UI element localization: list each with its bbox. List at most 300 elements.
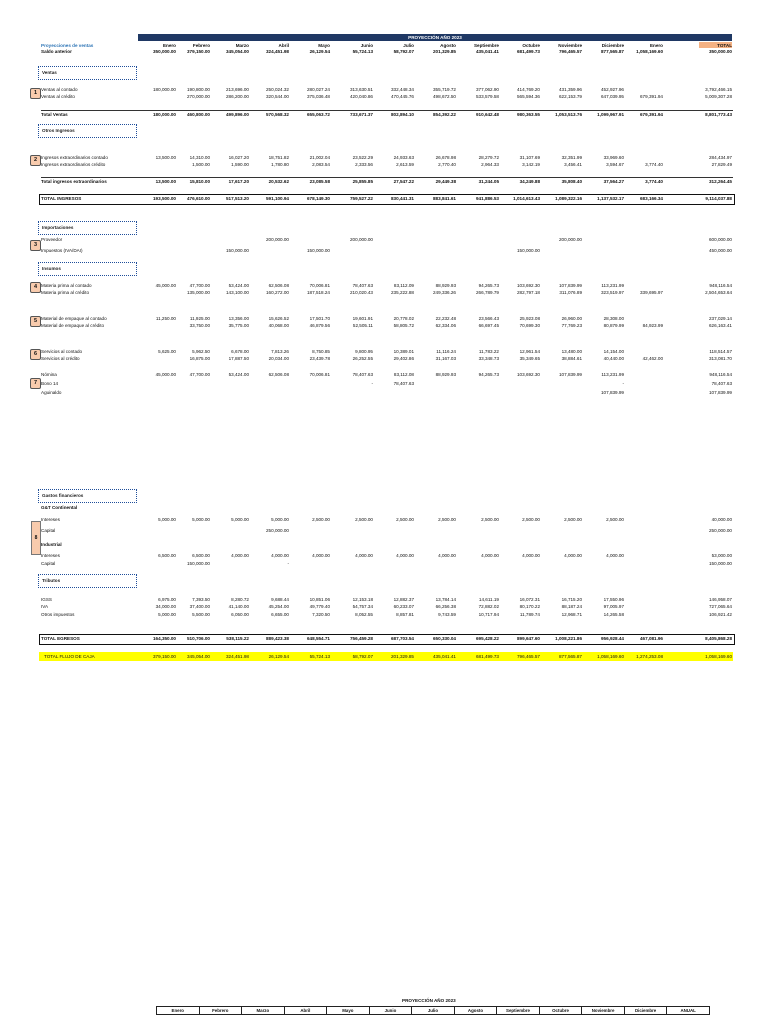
row-15-cell-0: 45,000.00: [155, 372, 176, 377]
bottom-col-1: Febrero: [200, 1007, 243, 1014]
month-header-10: Noviembre: [558, 43, 582, 48]
row-28-cell-3: 26,129.54: [268, 654, 289, 659]
row-1-cell-12: 679,391.94: [640, 94, 663, 99]
month-header-7: Agosto: [440, 43, 456, 48]
row-26-cell-0: 5,000.00: [158, 612, 176, 617]
row-14-cell-5: 26,252.55: [352, 356, 373, 361]
section-ventas: [38, 66, 137, 80]
row-14-cell-7: 31,167.03: [435, 356, 456, 361]
row-24-cell-10: 16,715.20: [561, 597, 582, 602]
row-12-cell-4: 46,879.56: [309, 323, 330, 328]
section-insumos-label: Insumos: [42, 266, 61, 271]
saldo-cell-13: 350,000.00: [709, 49, 732, 54]
month-header-3: Abril: [278, 43, 289, 48]
row-26-cell-4: 7,320.50: [312, 612, 330, 617]
month-header-13: TOTAL: [717, 43, 732, 48]
section-otros-ingresos-label: Otros Ingresos: [42, 128, 75, 133]
row-28-cell-6: 201,329.85: [391, 654, 414, 659]
row-6-cell-6: 830,441.31: [391, 196, 414, 201]
badge-5: 5: [30, 316, 41, 327]
row-4-cell-3: 1,780.80: [271, 162, 289, 167]
row-label-15: Nómina: [41, 372, 57, 377]
bottom-summary-table: [156, 1006, 710, 1015]
row-27-cell-13: 8,405,868.28: [705, 636, 732, 641]
month-header-1: Febrero: [192, 43, 210, 48]
row-10-cell-2: 143,100.00: [226, 290, 249, 295]
row-label-0: Ventas al contado: [41, 87, 78, 92]
row-25-cell-9: 80,170.22: [519, 604, 540, 609]
row-10-cell-4: 187,518.24: [307, 290, 330, 295]
row-11-cell-10: 26,960.00: [561, 316, 582, 321]
row-13-cell-7: 11,116.24: [436, 349, 456, 354]
row-25-cell-7: 66,256.38: [435, 604, 456, 609]
row-22-cell-10: 4,000.00: [564, 553, 582, 558]
row-28-cell-1: 345,054.00: [187, 654, 210, 659]
row-27-cell-1: 510,706.00: [187, 636, 210, 641]
bottom-col-5: Junio: [370, 1007, 413, 1014]
row-label-4: Ingresos extraordinarios crédito: [41, 162, 106, 167]
row-1-cell-1: 270,000.00: [187, 94, 210, 99]
row-27-cell-3: 889,423.38: [266, 636, 289, 641]
saldo-cell-1: 379,150.00: [187, 49, 210, 54]
row-19-cell-4: 2,500.00: [312, 517, 330, 522]
row-0-cell-3: 250,024.32: [266, 87, 289, 92]
row-13-cell-4: 8,750.85: [312, 349, 330, 354]
row-4-cell-6: 2,613.59: [396, 162, 414, 167]
row-12-cell-11: 80,879.99: [603, 323, 624, 328]
row-22-cell-5: 4,000.00: [355, 553, 373, 558]
row-3-cell-3: 18,751.82: [268, 155, 289, 160]
row-5-cell-12: 3,774.40: [645, 179, 663, 184]
row-label-17: Aguinaldo: [41, 390, 62, 395]
row-6-cell-5: 759,527.22: [350, 196, 373, 201]
row-26-cell-2: 6,050.00: [231, 612, 249, 617]
row-17-cell-13: 107,839.99: [709, 390, 732, 395]
row-3-cell-11: 33,969.60: [603, 155, 624, 160]
row-11-cell-11: 28,308.00: [603, 316, 624, 321]
row-4-cell-2: 1,590.00: [231, 162, 249, 167]
row-5-cell-11: 37,564.27: [603, 179, 624, 184]
saldo-cell-8: 435,041.41: [476, 49, 499, 54]
row-19-cell-1: 5,000.00: [192, 517, 210, 522]
saldo-cell-10: 796,465.57: [559, 49, 582, 54]
row-label-27: TOTAL EGRESOS: [41, 636, 80, 641]
row-12-cell-6: 58,805.72: [393, 323, 414, 328]
row-9-cell-1: 47,700.00: [189, 283, 210, 288]
badge-1: 1: [30, 88, 41, 99]
badge-7: 7: [30, 378, 41, 389]
row-0-cell-0: 180,000.00: [153, 87, 176, 92]
row-14-cell-11: 40,440.00: [603, 356, 624, 361]
row-15-cell-10: 107,839.99: [559, 372, 582, 377]
row-7-cell-13: 600,000.00: [709, 237, 732, 242]
row-1-cell-4: 375,036.48: [307, 94, 330, 99]
row-13-cell-10: 13,480.00: [561, 349, 582, 354]
row-13-cell-8: 11,783.22: [478, 349, 499, 354]
saldo-cell-4: 26,129.54: [309, 49, 330, 54]
row-2-cell-7: 854,392.22: [433, 112, 456, 117]
row-10-cell-7: 249,336.26: [433, 290, 456, 295]
row-7-cell-10: 200,000.00: [559, 237, 582, 242]
badge-2: 2: [30, 155, 41, 166]
row-11-cell-2: 13,356.00: [228, 316, 249, 321]
row-6-cell-7: 883,841.61: [433, 196, 456, 201]
row-2-cell-13: 8,801,773.43: [705, 112, 732, 117]
month-header-5: Junio: [360, 43, 373, 48]
row-20-cell-3: 250,000.00: [266, 528, 289, 533]
row-22-cell-3: 4,000.00: [271, 553, 289, 558]
row-label-18: G&T Continental: [41, 505, 78, 510]
row-2-cell-5: 733,671.37: [350, 112, 373, 117]
row-24-cell-13: 146,958.07: [709, 597, 732, 602]
row-2-cell-9: 980,363.55: [517, 112, 540, 117]
row-27-cell-12: 467,081.96: [640, 636, 663, 641]
row-label-14: Servicios al crédito: [41, 356, 80, 361]
row-26-cell-3: 6,655.00: [271, 612, 289, 617]
badge-4: 4: [30, 282, 41, 293]
row-27-cell-8: 695,428.22: [476, 636, 499, 641]
row-24-cell-6: 12,882.37: [393, 597, 414, 602]
row-label-9: Materia prima al contado: [41, 283, 92, 288]
row-16-cell-13: 78,407.63: [711, 381, 732, 386]
row-label-26: Otros impuestos: [41, 612, 75, 617]
saldo-cell-7: 201,329.85: [433, 49, 456, 54]
bottom-col-9: Octubre: [540, 1007, 583, 1014]
row-25-cell-2: 41,140.00: [228, 604, 249, 609]
row-2-cell-12: 679,391.94: [640, 112, 663, 117]
row-3-cell-6: 24,933.63: [393, 155, 414, 160]
row-10-cell-10: 311,076.89: [559, 290, 582, 295]
badge-6: 6: [30, 349, 41, 360]
row-3-cell-0: 13,500.00: [155, 155, 176, 160]
row-11-cell-1: 11,925.00: [189, 316, 210, 321]
row-5-cell-9: 34,249.88: [519, 179, 540, 184]
row-25-cell-5: 54,757.34: [352, 604, 373, 609]
row-28-cell-7: 435,041.41: [433, 654, 456, 659]
row-19-cell-0: 5,000.00: [158, 517, 176, 522]
row-27-cell-4: 648,554.71: [307, 636, 330, 641]
row-23-cell-13: 150,000.00: [709, 561, 732, 566]
saldo-cell-11: 877,565.87: [601, 49, 624, 54]
row-0-cell-5: 313,630.51: [350, 87, 373, 92]
row-10-cell-5: 210,020.43: [350, 290, 373, 295]
row-15-cell-8: 94,265.73: [478, 372, 499, 377]
row-19-cell-7: 2,500.00: [438, 517, 456, 522]
row-10-cell-12: 339,695.97: [640, 290, 663, 295]
row-24-cell-5: 12,153.18: [352, 597, 373, 602]
row-6-cell-9: 1,014,613.43: [513, 196, 540, 201]
row-6-cell-3: 591,100.94: [266, 196, 289, 201]
row-15-cell-3: 62,506.08: [268, 372, 289, 377]
row-24-cell-1: 7,393.50: [192, 597, 210, 602]
row-23-cell-3: -: [287, 561, 289, 566]
row-13-cell-13: 118,514.57: [709, 349, 732, 354]
row-4-cell-8: 2,964.33: [481, 162, 499, 167]
row-25-cell-4: 49,779.40: [309, 604, 330, 609]
row-20-cell-13: 250,000.00: [709, 528, 732, 533]
bottom-col-10: Noviembre: [582, 1007, 625, 1014]
row-22-cell-4: 4,000.00: [312, 553, 330, 558]
row-23-cell-1: 150,000.00: [187, 561, 210, 566]
row-26-cell-11: 14,265.58: [603, 612, 624, 617]
month-header-6: Julio: [403, 43, 414, 48]
row-25-cell-10: 88,187.24: [561, 604, 582, 609]
row-13-cell-5: 9,800.95: [355, 349, 373, 354]
row-25-cell-0: 34,000.00: [155, 604, 176, 609]
row-1-cell-11: 647,039.95: [601, 94, 624, 99]
row-6-cell-1: 476,610.00: [187, 196, 210, 201]
row-0-cell-11: 452,927.96: [601, 87, 624, 92]
row-16-cell-6: 78,407.63: [393, 381, 414, 386]
row-5-cell-2: 17,617.20: [228, 179, 249, 184]
row-22-cell-7: 4,000.00: [438, 553, 456, 558]
row-label-13: Servicios al contado: [41, 349, 83, 354]
row-16-cell-5: -: [371, 381, 373, 386]
row-4-cell-7: 2,770.40: [438, 162, 456, 167]
row-6-cell-0: 193,500.00: [153, 196, 176, 201]
row-2-cell-8: 910,642.48: [476, 112, 499, 117]
row-13-cell-6: 10,389.01: [393, 349, 414, 354]
bottom-col-6: Julio: [412, 1007, 455, 1014]
row-12-cell-12: 84,923.99: [642, 323, 663, 328]
bottom-col-11: Diciembre: [625, 1007, 668, 1014]
row-25-cell-13: 727,065.64: [709, 604, 732, 609]
row-1-cell-8: 533,579.58: [476, 94, 499, 99]
bottom-col-0: Enero: [157, 1007, 200, 1014]
row-22-cell-11: 4,000.00: [606, 553, 624, 558]
row-11-cell-9: 25,923.08: [519, 316, 540, 321]
section-gastos-financieros-label: Gastos financieros: [42, 493, 84, 498]
bottom-col-4: Mayo: [327, 1007, 370, 1014]
row-19-cell-9: 2,500.00: [522, 517, 540, 522]
row-label-28: TOTAL FLUJO DE CAJA: [44, 654, 95, 659]
month-header-0: Enero: [162, 43, 176, 48]
row-9-cell-4: 70,006.81: [309, 283, 330, 288]
row-11-cell-13: 237,029.14: [709, 316, 732, 321]
row-13-cell-1: 5,962.50: [192, 349, 210, 354]
row-5-cell-0: 13,500.00: [155, 179, 176, 184]
saldo-cell-2: 345,054.00: [226, 49, 249, 54]
row-5-cell-1: 15,810.00: [189, 179, 210, 184]
row-8-cell-13: 450,000.00: [709, 248, 732, 253]
row-17-cell-11: 107,839.99: [601, 390, 624, 395]
row-label-2: Total Ventas: [41, 112, 68, 117]
saldo-cell-0: 350,000.00: [153, 49, 176, 54]
row-13-cell-2: 6,678.00: [231, 349, 249, 354]
row-3-cell-9: 31,107.69: [519, 155, 540, 160]
badge-8: 8: [31, 521, 41, 555]
row-26-cell-1: 5,500.00: [192, 612, 210, 617]
total-ventas-line: [41, 110, 733, 111]
row-label-21: Industrial: [41, 542, 62, 547]
total-extra-line: [41, 177, 733, 178]
row-1-cell-5: 420,040.86: [350, 94, 373, 99]
month-header-12: Enero: [649, 43, 663, 48]
row-3-cell-1: 14,310.00: [189, 155, 210, 160]
row-0-cell-8: 377,062.90: [476, 87, 499, 92]
row-label-25: IVA: [41, 604, 49, 609]
row-4-cell-10: 3,456.41: [564, 162, 582, 167]
row-3-cell-13: 284,434.97: [709, 155, 732, 160]
row-2-cell-1: 460,800.00: [187, 112, 210, 117]
row-11-cell-0: 11,250.00: [155, 316, 176, 321]
row-label-16: Bono 14: [41, 381, 59, 386]
row-27-cell-0: 164,350.00: [153, 636, 176, 641]
bottom-col-3: Abril: [285, 1007, 328, 1014]
row-5-cell-13: 312,264.45: [709, 179, 732, 184]
row-11-cell-4: 17,501.70: [309, 316, 330, 321]
saldo-anterior-label: Saldo anterior: [41, 49, 72, 54]
row-10-cell-11: 323,519.97: [601, 290, 624, 295]
row-22-cell-8: 4,000.00: [481, 553, 499, 558]
row-10-cell-1: 135,000.00: [187, 290, 210, 295]
row-11-cell-3: 15,626.52: [268, 316, 289, 321]
bottom-col-12: ANUAL: [680, 1008, 696, 1013]
row-14-cell-8: 33,348.73: [478, 356, 499, 361]
month-header-11: Diciembre: [601, 43, 624, 48]
row-label-3: Ingresos extraordinarios contado: [41, 155, 108, 160]
row-28-cell-11: 1,058,169.60: [597, 654, 624, 659]
row-14-cell-6: 29,402.86: [393, 356, 414, 361]
row-19-cell-10: 2,500.00: [564, 517, 582, 522]
row-19-cell-6: 2,500.00: [396, 517, 414, 522]
row-label-24: IGSS: [41, 597, 52, 602]
row-1-cell-7: 498,672.50: [433, 94, 456, 99]
row-24-cell-2: 8,280.72: [231, 597, 249, 602]
row-6-cell-10: 1,089,322.16: [555, 196, 582, 201]
row-9-cell-9: 103,692.30: [517, 283, 540, 288]
row-15-cell-4: 70,006.81: [309, 372, 330, 377]
bottom-col-2: Marzo: [242, 1007, 285, 1014]
row-4-cell-11: 3,594.67: [606, 162, 624, 167]
row-6-cell-2: 517,513.20: [226, 196, 249, 201]
row-27-cell-2: 538,115.22: [226, 636, 249, 641]
row-14-cell-4: 23,439.78: [309, 356, 330, 361]
row-1-cell-2: 286,200.00: [226, 94, 249, 99]
bottom-title: PROYECCIÓN AÑO 2023: [402, 998, 456, 1003]
row-0-cell-4: 280,027.24: [307, 87, 330, 92]
row-9-cell-10: 107,839.99: [559, 283, 582, 288]
row-15-cell-6: 83,112.08: [393, 372, 414, 377]
row-7-cell-3: 200,000.00: [266, 237, 289, 242]
row-9-cell-11: 113,231.99: [601, 283, 624, 288]
row-label-19: Intereses: [41, 517, 60, 522]
row-14-cell-3: 20,034.00: [268, 356, 289, 361]
row-28-cell-4: 55,724.13: [309, 654, 330, 659]
row-label-12: Material de empaque al crédito: [41, 323, 105, 328]
section-insumos: [38, 262, 137, 276]
row-24-cell-9: 16,072.31: [519, 597, 540, 602]
section-otros-ingresos: [38, 124, 137, 138]
row-3-cell-8: 28,279.72: [478, 155, 499, 160]
row-4-cell-9: 3,142.19: [522, 162, 540, 167]
row-3-cell-7: 26,678.98: [435, 155, 456, 160]
row-25-cell-11: 97,005.97: [603, 604, 624, 609]
row-28-cell-5: 58,792.07: [352, 654, 373, 659]
row-6-cell-8: 941,886.53: [476, 196, 499, 201]
row-28-cell-0: 379,150.00: [153, 654, 176, 659]
row-6-cell-4: 678,149.30: [307, 196, 330, 201]
row-4-cell-4: 2,083.54: [312, 162, 330, 167]
row-2-cell-4: 655,063.72: [307, 112, 330, 117]
row-11-cell-5: 19,601.91: [352, 316, 373, 321]
row-0-cell-13: 3,792,466.15: [705, 87, 732, 92]
section-importaciones-label: Importaciones: [42, 225, 74, 230]
row-19-cell-11: 2,500.00: [606, 517, 624, 522]
row-3-cell-10: 32,351.99: [561, 155, 582, 160]
row-12-cell-8: 66,697.45: [478, 323, 499, 328]
row-25-cell-6: 60,233.07: [393, 604, 414, 609]
row-15-cell-9: 103,692.30: [517, 372, 540, 377]
row-1-cell-6: 470,445.76: [391, 94, 414, 99]
row-15-cell-13: 948,116.54: [709, 372, 732, 377]
row-28-cell-8: 681,499.73: [476, 654, 499, 659]
row-label-11: Material de empaque al contado: [41, 316, 107, 321]
bottom-col-7: Agosto: [455, 1007, 498, 1014]
row-26-cell-6: 8,857.81: [396, 612, 414, 617]
row-13-cell-3: 7,813.26: [271, 349, 289, 354]
month-header-9: Octubre: [522, 43, 540, 48]
row-label-7: Proveedor: [41, 237, 63, 242]
row-26-cell-5: 8,052.55: [355, 612, 373, 617]
row-10-cell-9: 282,797.18: [517, 290, 540, 295]
row-27-cell-7: 650,330.04: [433, 636, 456, 641]
saldo-cell-6: 58,792.07: [393, 49, 414, 54]
row-22-cell-9: 4,000.00: [522, 553, 540, 558]
row-24-cell-3: 9,688.44: [271, 597, 289, 602]
row-12-cell-10: 77,769.23: [561, 323, 582, 328]
row-26-cell-10: 12,968.71: [561, 612, 582, 617]
row-10-cell-3: 160,272.00: [266, 290, 289, 295]
row-13-cell-9: 12,961.54: [519, 349, 540, 354]
row-3-cell-2: 16,027.20: [228, 155, 249, 160]
row-9-cell-8: 94,265.73: [478, 283, 499, 288]
row-26-cell-9: 11,789.74: [519, 612, 540, 617]
row-15-cell-7: 88,929.93: [435, 372, 456, 377]
row-24-cell-11: 17,550.96: [603, 597, 624, 602]
row-12-cell-3: 40,068.00: [268, 323, 289, 328]
row-label-23: Capital: [41, 561, 56, 566]
row-9-cell-3: 62,506.08: [268, 283, 289, 288]
row-14-cell-10: 38,884.61: [561, 356, 582, 361]
row-26-cell-13: 106,921.42: [709, 612, 732, 617]
row-2-cell-10: 1,053,513.76: [555, 112, 582, 117]
row-label-6: TOTAL INGRESOS: [41, 196, 82, 201]
row-5-cell-6: 27,547.22: [393, 179, 414, 184]
row-1-cell-3: 320,544.00: [266, 94, 289, 99]
row-9-cell-13: 948,116.54: [709, 283, 732, 288]
row-12-cell-9: 70,699.30: [519, 323, 540, 328]
row-10-cell-6: 235,222.88: [391, 290, 414, 295]
row-22-cell-2: 4,000.00: [231, 553, 249, 558]
row-22-cell-0: 6,500.00: [158, 553, 176, 558]
row-12-cell-7: 62,334.06: [435, 323, 456, 328]
row-19-cell-5: 2,500.00: [355, 517, 373, 522]
row-27-cell-9: 899,647.60: [517, 636, 540, 641]
row-14-cell-1: 16,875.00: [189, 356, 210, 361]
row-0-cell-1: 190,800.00: [187, 87, 210, 92]
row-19-cell-8: 2,500.00: [481, 517, 499, 522]
row-5-cell-4: 23,085.58: [309, 179, 330, 184]
row-15-cell-5: 78,407.63: [352, 372, 373, 377]
row-22-cell-13: 53,000.00: [711, 553, 732, 558]
row-22-cell-1: 6,500.00: [192, 553, 210, 558]
row-2-cell-0: 180,000.00: [153, 112, 176, 117]
row-0-cell-2: 213,696.00: [226, 87, 249, 92]
row-14-cell-2: 17,887.50: [228, 356, 249, 361]
row-14-cell-12: 42,462.00: [642, 356, 663, 361]
row-25-cell-3: 45,254.00: [268, 604, 289, 609]
